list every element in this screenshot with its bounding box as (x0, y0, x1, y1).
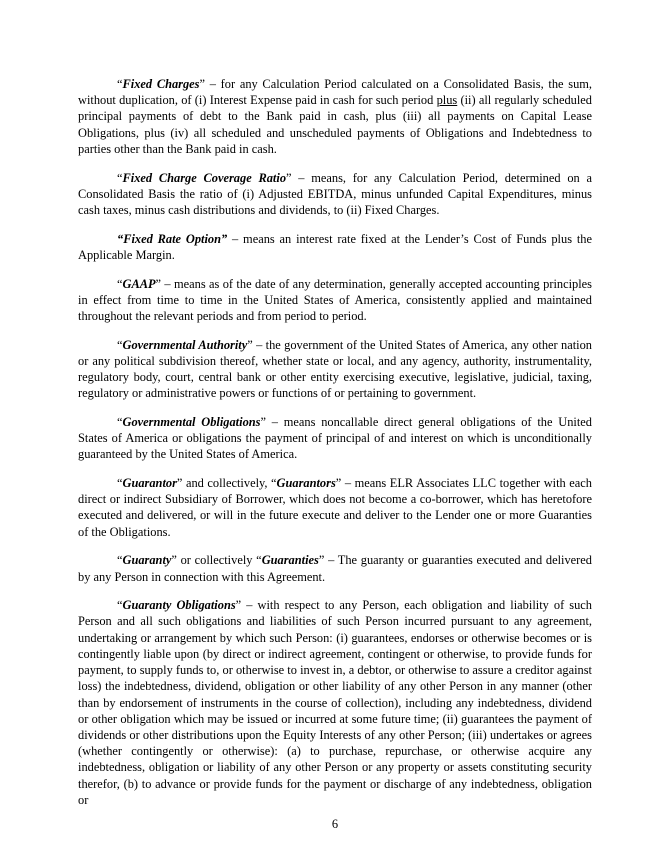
close-quote: ” (247, 337, 253, 352)
open-quote: “ (117, 598, 123, 613)
definition-text: – for any Calculation Period calculated on a Consolidated Basis, the sum, without duplication, of (i) Interest Expense paid in cash for such period (78, 77, 592, 108)
defined-term: “Fixed Rate Option” (117, 231, 228, 246)
page-number: 6 (331, 817, 339, 831)
open-quote: “ (117, 337, 123, 352)
close-quote: ” (176, 476, 183, 491)
definition-fixed-charges (78, 76, 592, 157)
definition-text: – means noncallable direct general obligations of the United States of America or obligations the payment of principal of and interest on which is unconditionally guaranteed by the United States of America. (78, 414, 593, 462)
defined-term: Guaranty (122, 553, 172, 568)
definition-gaap (78, 276, 592, 325)
definition-text: – means an interest rate fixed at the Lender’s Cost of Funds plus the Applicable Margin. (78, 231, 592, 262)
underlined-word: plus (436, 93, 458, 108)
definitions-section (78, 76, 592, 820)
open-quote: “ (117, 553, 123, 568)
open-quote: “ (117, 77, 123, 91)
open-quote: “ (117, 476, 123, 491)
defined-term: Guarantor (122, 476, 177, 491)
defined-term-plural: Guarantors (276, 476, 336, 491)
open-quote: “ (117, 276, 123, 291)
open-quote: “ (117, 414, 123, 429)
definition-text: – the government of the United States of America, any other nation or any political subdivision thereof, whether state or local, and any agency, authority, instrumentality, regulatory body, court, central bank or other entity exercising executive, legislative, judicial, taxing, regulatory or administrative powers or functions of or pertaining to government. (78, 337, 592, 401)
close-quote: ” (286, 170, 292, 185)
defined-term: Guaranty Obligations (122, 598, 236, 613)
close-quote: ” (235, 598, 242, 613)
defined-term: Governmental Authority (122, 337, 248, 352)
definition-text: – The guaranty or guaranties executed and delivered by any Person in connection with this Agreement. (78, 553, 592, 584)
close-quote: ” (260, 414, 266, 429)
definition-governmental-obligations (78, 414, 592, 463)
close-quote: ” (199, 77, 206, 91)
defined-term: Fixed Charge Coverage Ratio (122, 170, 287, 185)
definition-guaranty (78, 552, 592, 584)
connector-text: or collectively “ (176, 553, 262, 568)
connector-text: and collectively, “ (182, 476, 277, 491)
definition-fixed-charge-coverage-ratio (78, 170, 592, 219)
close-quote: ” (171, 553, 177, 568)
definition-guaranty-obligations (78, 597, 592, 808)
definition-text: – means ELR Associates LLC together with each direct or indirect Subsidiary of Borrower, which does not become a co-borrower, which has heretofore executed and delivered, or will in the future execute and deliver to the Lender one or more Guaranties of the Obligations. (78, 476, 592, 539)
close-quote: ” (155, 276, 162, 291)
defined-term: Governmental Obligations (122, 414, 261, 429)
close-quote: ” (318, 553, 325, 568)
defined-term: Fixed Charges (122, 77, 200, 91)
definition-governmental-authority (78, 337, 592, 402)
definition-fixed-rate-option (78, 231, 592, 263)
open-quote: “ (117, 170, 123, 185)
definition-guarantor (78, 475, 592, 540)
defined-term: GAAP (122, 276, 156, 291)
defined-term-plural: Guaranties (261, 553, 319, 568)
definition-text: – means, for any Calculation Period, determined on a Consolidated Basis the ratio of (i) Adjusted EBITDA, minus unfunded Capital Expenditures, minus cash taxes, minus cash distributions and dividends, to (ii) Fixed Charges. (78, 170, 592, 217)
definition-text: – means as of the date of any determination, generally accepted accounting principles in effect from time to time in the United States of America, consistently applied and maintained throughout the relevant periods and from period to period. (78, 276, 592, 323)
definition-text: – with respect to any Person, each obligation and liability of such Person and all such obligations and liabilities of such Person incurred pursuant to any agreement, undertaking or arrangement by which such Person: (i) guarantees, endorses or otherwise becomes or is contingently liable upon (by direct or indirect agreement, contingent or otherwise, to provide funds for payment, to supply funds to, or otherwise to invest in, a debtor, or otherwise to assure a creditor against loss) the indebtedness, dividend, obligation or other liability of any other Person in any manner (other than by endorsement of instruments in the course of collection), including any indebtedness, dividend or other obligation which may be issued or incurred at some future time; (ii) guarantees the payment of dividends or other distributions upon the Equity Interests of any other Person; (iii) undertakes or agrees (whether contingently or otherwise): (a) to purchase, repurchase, or otherwise acquire any indebtedness, obligation or liability of any other Person or any property or assets constituting security therefor, (b) to advance or provide funds for the payment or discharge of any indebtedness, obligation or (78, 598, 592, 807)
definition-text: (ii) all regularly scheduled principal payments of debt to the Bank paid in cash, plus (iii) all payments on Capital Lease Obligations, plus (iv) all scheduled and unscheduled payments of Obligations and Indebtedness to parties other than the Bank paid in cash. (78, 93, 592, 156)
close-quote: ” (335, 476, 342, 491)
